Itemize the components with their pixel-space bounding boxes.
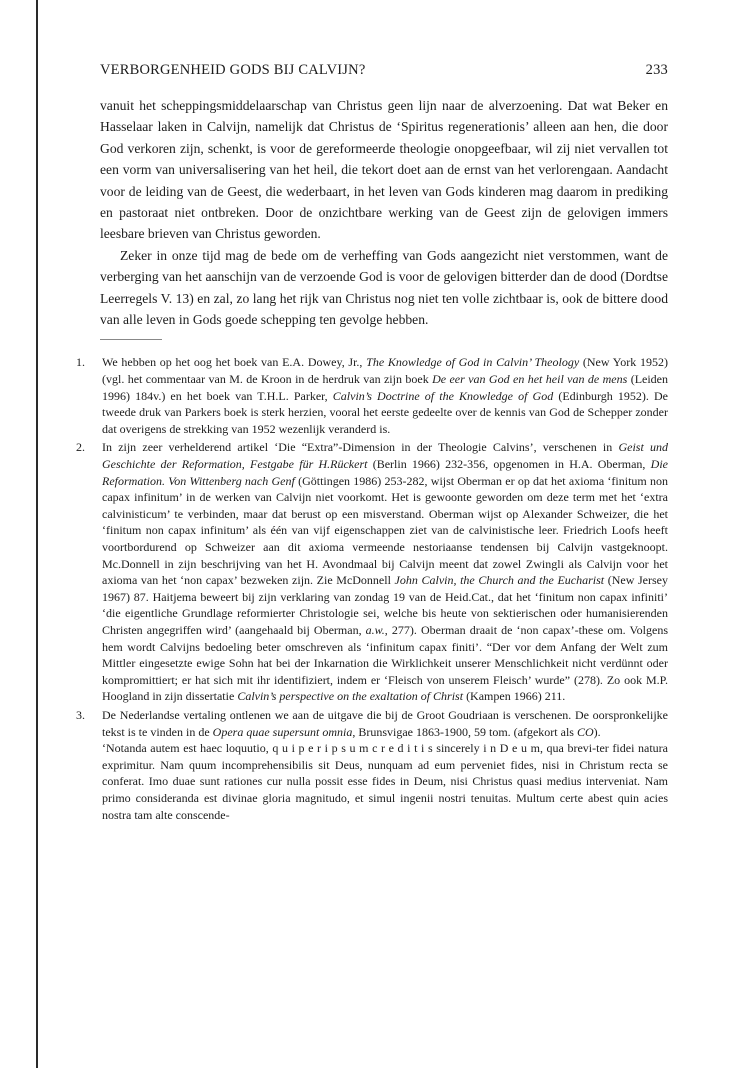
page-number: 233 <box>645 62 668 78</box>
paragraph-2: Zeker in onze tijd mag de bede om de verheffing van Gods aangezicht niet verstommen, want de verberging van het aanschijn van de verzoende God is voor de gelovigen bitterder dan de dood (Dordtse Leerregels V. 13) en zal, zo lang het rijk van Christus nog niet ten volle zichtbaar is, ook de bittere dood van alle leven in Gods goede schepping ten gevolge hebben. <box>100 247 668 328</box>
footnote-2 <box>76 439 668 705</box>
footnote-3 <box>76 707 668 823</box>
main-text <box>100 95 668 330</box>
running-header <box>100 62 668 79</box>
footnote-number: 1. <box>76 355 85 370</box>
footnote-text: In zijn zeer verhelderend artikel ‘Die “Extra”-Dimension in der Theologie Calvins’, verschenen in Geist und Geschichte der Reformation, Festgabe für H.Rückert (Berlin 1966) 232-356, opgenomen in H.A. Oberman, Die Reformation. Von Wittenberg nach Genf (Göttingen 1986) 253-282, wijst Oberman er op dat het axioma ‘finitum non capax infinitum’ in de werken van Calvijn niet voorkomt. Het is gewoonte geworden om deze term met het ‘extra calvinisticum’ te verbinden, maar dat berust op een misverstand. Oberman wijst op Alexander Schweizer, die het ‘finitum non capax infinitum’ als één van vijf eigenschappen ziet van de calvinistische leer. Friedrich Loofs heeft voortbordurend op Schweizer aan dit axioma vermeende nestoriaanse tendensen bij Calvijn vastgeknoopt. Mc.Donnell in zijn beschrijving van het H. Avondmaal bij Calvijn meent dat zowel Zwingli als Calvijn voor het axioma van het ‘non capax’ bezweken zijn. Zie McDonnell John Calvin, the Church and the Eucharist (New Jersey 1967) 87. Haitjema beweert bij zijn verklaring van zondag 19 van de Heid.Cat., dat het ‘finitum non capax infiniti’ ‘die eigentliche Grundlage reformierter Christologie sei, welche bis heute von sektierischen oder humanisierenden Christen angegriffen wird’ (aangehaald bij Oberman, a.w., 277). Oberman draait de ‘non capax’-these om. Volgens hem wordt Calvijns bedoeling beter omschreven als ‘infinitum capax finiti’. “Der vor dem Anfang der Welt zum Mittler eingesetzte ewige Sohn hat bei der Inkarnation die Wirklichkeit unserer Menschlichkeit nicht verdünnt oder kompromittiert; er hat sich mit ihr identifiziert, indem er ‘Fleisch von unserem Fleisch’ wurde” (278). Zo ook M.P. Hoogland in zijn dissertatie Calvin’s perspective on the exaltation of Christ (Kampen 1966) 211. <box>102 440 668 704</box>
book-page <box>76 62 669 825</box>
footnote-1 <box>76 354 669 437</box>
footnote-number: 2. <box>76 440 85 455</box>
page-edge-line <box>36 0 38 1068</box>
footnote-separator <box>100 339 162 340</box>
latin-quotation: ‘Notanda autem est haec loquutio, q u i p e r i p s u m c r e d i t i s sincerely i n D e u m, qua brevi-ter fidei natura exprimitur. Nam quum incomprehensibilis sit Deus, nunquam ad eum perveniet fides, nisi in Christum recta se conferat. Imo duae sunt rationes cur nulla possit esse fides in Deum, nisi Christus quasi medius interveniat. Nam primo consideranda est divinae gloria magnitudo, et simul ingenii nostri tenuitas. Multum certe abest quin acies nostra tam alte conscende- <box>102 741 668 822</box>
paragraph-1: vanuit het scheppingsmiddelaarschap van Christus geen lijn naar de alverzoening. Dat wat Beker en Hasselaar laken in Calvijn, namelijk dat Christus de ‘Spiritus regenerationis’ alleen aan hen, die door God verkoren zijn, schenkt, is voor de gereformeerde theologie onopgeefbaar, wil zij niet vervallen tot een vorm van universalisering van het heil, die tekort doet aan de ernst van het verlorengaan. Aandacht voor de leiding van de Geest, die wederbaart, in het leven van Gods kinderen mag daarom in prediking en pastoraat niet ontbreken. Door de onzichtbare werking van de Geest zijn de gelovigen immers leesbare brieven van Christus geworden. <box>100 98 668 242</box>
footnote-text: De Nederlandse vertaling ontlenen we aan de uitgave die bij de Groot Goudriaan is verschenen. De oorspronkelijke tekst is te vinden in de Opera quae supersunt omnia, Brunsvigae 1863-1900, 59 tom. (afgekort als CO). ‘Notanda autem est haec loquutio, q u i p e r i p s u m c r e d i t i s sincerely i n D e u m, qua brevi-ter fidei natura exprimitur. Nam quum incomprehensibilis sit Deus, nunquam ad eum perveniet fides, nisi in Christum recta se conferat. Imo duae sunt rationes cur nulla possit esse fides in Deum, nisi Christus quasi medius interveniat. Nam primo consideranda est divinae gloria magnitudo, et simul ingenii nostri tenuitas. Multum certe abest quin acies nostra tam alte conscende- <box>102 707 668 822</box>
footnote-number: 3. <box>76 707 85 722</box>
running-title: VERBORGENHEID GODS BIJ CALVIJN? <box>100 62 366 78</box>
footnotes <box>76 354 669 823</box>
footnote-text: We hebben op het oog het boek van E.A. Dowey, Jr., The Knowledge of God in Calvin’ Theology (New York 1952) (vgl. het commentaar van M. de Kroon in de herdruk van zijn boek De eer van God en het heil van de mens (Leiden 1996) 184v.) en het boek van T.H.L. Parker, Calvin’s Doctrine of the Knowledge of God (Edinburgh 1952). De tweede druk van Parkers boek is sterk herzien, vooral het eerste gedeelte over de kennis van God de Schepper zonder dat overigens de strekking van 1952 wezenlijk veranderd is. <box>102 355 669 436</box>
